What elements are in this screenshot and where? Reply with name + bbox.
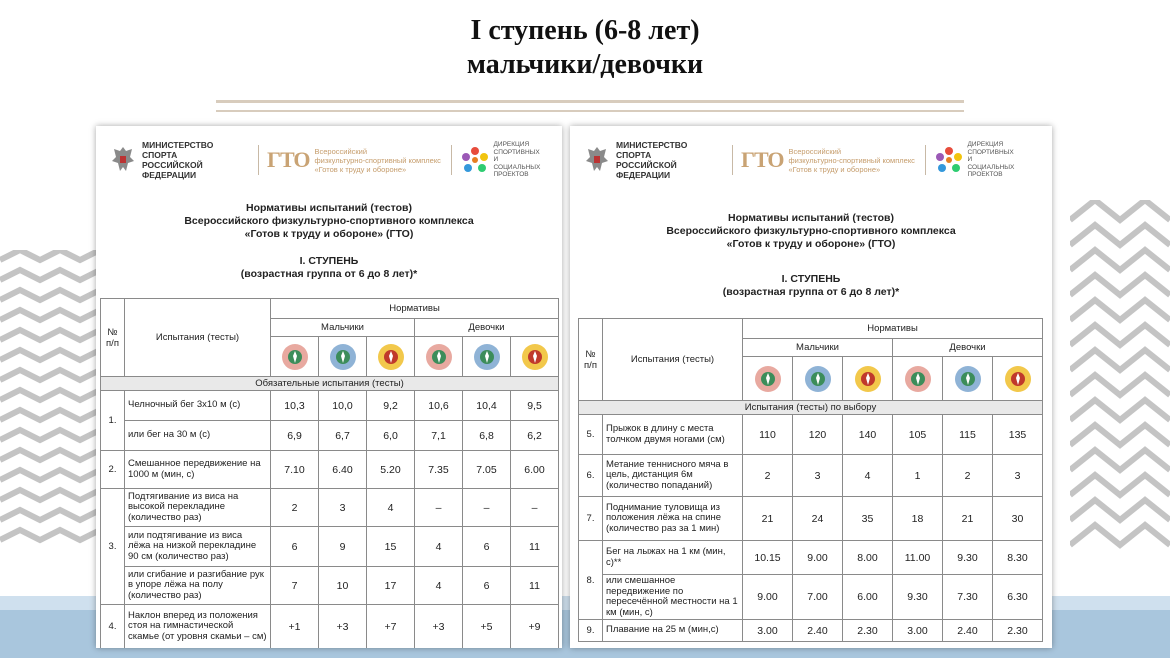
- table-row: 5. Прыжок в длину с места толчком двумя ногами (см) 110 120 140 105 115 135: [579, 415, 1043, 455]
- gold-badge-icon: [520, 342, 550, 372]
- table-row: 6. Метание теннисного мяча в цель, дистанция 6м (количество попаданий) 2 3 4 1 2 3: [579, 455, 1043, 497]
- document-header: [96, 126, 562, 180]
- header-num: № п/п: [101, 299, 125, 377]
- table-row: или сгибание и разгибание рук в упоре лёжа на полу (количество раз) 7 10 17 4 6 11: [101, 567, 559, 605]
- bronze-badge-icon: [753, 364, 783, 394]
- gto-complex-name: Всероссийский физкультурно-спортивный комплекс «Готов к труду и обороне»: [314, 146, 441, 174]
- coat-of-arms-icon: [584, 145, 610, 175]
- title-underline: [216, 100, 964, 119]
- zigzag-decoration-left: [0, 250, 100, 560]
- gold-badge-icon: [376, 342, 406, 372]
- gold-badge-icon: [853, 364, 883, 394]
- table-row: 8. Бег на лыжах на 1 км (мин, с)** 10.15 9.00 8.00 11.00 9.30 8.30: [579, 541, 1043, 575]
- document-header: [570, 126, 1052, 180]
- norms-table-left: [100, 298, 559, 648]
- gold-badge-icon: [1003, 364, 1033, 394]
- header-girls: Девочки: [893, 339, 1043, 357]
- table-row: 1. Челночный бег 3х10 м (с) 10,3 10,0 9,2 10,6 10,4 9,5: [101, 391, 559, 421]
- norms-table-right: [578, 318, 1043, 642]
- directorate-name: ДИРЕКЦИЯ СПОРТИВНЫХ И СОЦИАЛЬНЫХ ПРОЕКТОВ: [493, 141, 541, 179]
- norms-document-right: [570, 126, 1052, 648]
- silver-badge-icon: [328, 342, 358, 372]
- header-boys: Мальчики: [743, 339, 893, 357]
- table-row: 7. Поднимание туловища из положения лёжа на спине (количество раз за 1 мин) 21 24 35 18 21 30: [579, 497, 1043, 541]
- slide-title: [0, 14, 1170, 82]
- slide-title-line1: I ступень (6-8 лет): [470, 15, 700, 46]
- slide-title-line2: мальчики/девочки: [466, 49, 704, 80]
- table-row: 2. Смешанное передвижение на 1000 м (мин, с) 7.10 6.40 5.20 7.35 7.05 6.00: [101, 451, 559, 489]
- document-title: Нормативы испытаний (тестов) Всероссийского физкультурно-спортивного комплекса «Готов к труду и обороне» (ГТО): [184, 202, 474, 240]
- section-optional: Испытания (тесты) по выбору: [579, 401, 1043, 415]
- ministry-name: МИНИСТЕРСТВО СПОРТА РОССИЙСКОЙ ФЕДЕРАЦИИ: [142, 140, 214, 180]
- gto-logo: ГТО: [741, 147, 784, 172]
- bronze-badge-icon: [903, 364, 933, 394]
- table-row: 9. Плавание на 25 м (мин,с) 3.00 2.40 2.30 3.00 2.40 2.30: [579, 620, 1043, 642]
- document-title: Нормативы испытаний (тестов) Всероссийского физкультурно-спортивного комплекса «Готов к труду и обороне» (ГТО): [666, 212, 956, 250]
- header-girls: Девочки: [415, 319, 559, 337]
- silver-badge-icon: [803, 364, 833, 394]
- header-norms: Нормативы: [743, 319, 1043, 339]
- gto-complex-name: Всероссийский физкультурно-спортивный комплекс «Готов к труду и обороне»: [788, 146, 915, 174]
- norms-document-left: [96, 126, 562, 648]
- table-row: или бег на 30 м (с) 6,9 6,7 6,0 7,1 6,8 6,2: [101, 421, 559, 451]
- bronze-badge-icon: [280, 342, 310, 372]
- section-mandatory: Обязательные испытания (тесты): [101, 377, 559, 391]
- header-tests: Испытания (тесты): [125, 299, 271, 377]
- table-row: или подтягивание из виса лёжа на низкой перекладине 90 см (количество раз) 6 9 15 4 6 11: [101, 527, 559, 567]
- silver-badge-icon: [472, 342, 502, 372]
- gto-logo: ГТО: [267, 147, 310, 172]
- ministry-name: МИНИСТЕРСТВО СПОРТА РОССИЙСКОЙ ФЕДЕРАЦИИ: [616, 140, 688, 180]
- document-stage: I. СТУПЕНЬ (возрастная группа от 6 до 8 лет)*: [722, 273, 900, 298]
- header-norms: Нормативы: [271, 299, 559, 319]
- table-row: 4. Наклон вперед из положения стоя на гимнастической скамье (от уровня скамьи – см) +1 +3 +7 +3 +5 +9: [101, 605, 559, 649]
- document-stage: I. СТУПЕНЬ (возрастная группа от 6 до 8 лет)*: [240, 255, 418, 280]
- coat-of-arms-icon: [110, 145, 136, 175]
- header-num: № п/п: [579, 319, 603, 401]
- directorate-logo-icon: [460, 145, 490, 175]
- header-tests: Испытания (тесты): [603, 319, 743, 401]
- header-boys: Мальчики: [271, 319, 415, 337]
- table-row: 3. Подтягивание из виса на высокой перекладине (количество раз) 2 3 4 – – –: [101, 489, 559, 527]
- directorate-logo-icon: [934, 145, 964, 175]
- zigzag-decoration-right: [1070, 200, 1170, 560]
- table-row: или смешанное передвижение по пересечённой местности на 1 км (мин, с) 9.00 7.00 6.00 9.30 7.30 6.30: [579, 575, 1043, 620]
- directorate-name: ДИРЕКЦИЯ СПОРТИВНЫХ И СОЦИАЛЬНЫХ ПРОЕКТОВ: [967, 141, 1015, 179]
- silver-badge-icon: [953, 364, 983, 394]
- bronze-badge-icon: [424, 342, 454, 372]
